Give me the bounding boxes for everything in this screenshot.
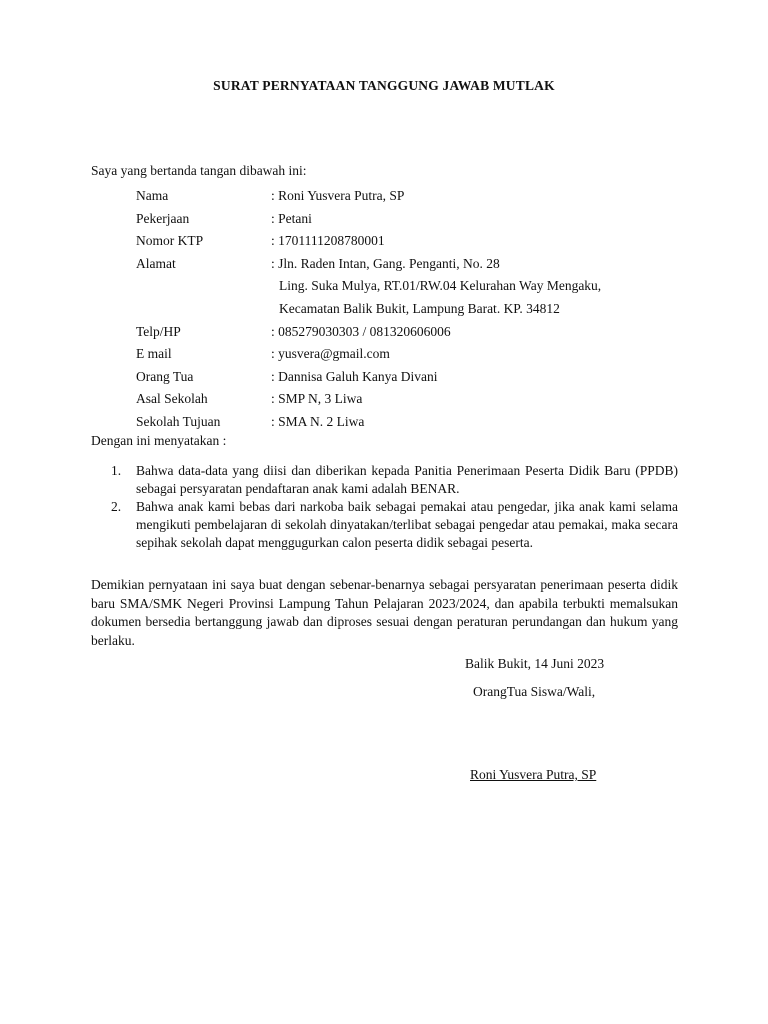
list-item [91,498,678,552]
field-row [136,253,696,276]
field-row [136,411,696,434]
closing-paragraph: Demikian pernyataan ini saya buat dengan sebenar-benarnya sebagai persyaratan penerimaan peserta didik baru SMA/SMK Negeri Provinsi Lampung Tahun Pelajaran 2023/2024, dan apabila terbukti memalsukan dokumen bersedia bertanggung jawab dan diproses sesuai dengan peraturan perundangan dan hukum yang berlaku. [91,577,678,648]
field-value: : 085279030303 / 081320606006 [271,323,451,339]
field-label: Asal Sekolah [136,391,208,407]
field-label: E mail [136,346,172,362]
list-item [91,462,678,498]
field-row [136,343,696,366]
field-row-continuation [136,275,696,298]
list-number: 1. [111,463,122,478]
intro-text: Saya yang bertanda tangan dibawah ini: [91,163,307,178]
field-value: : Jln. Raden Intan, Gang. Penganti, No. 28 [271,255,500,271]
list-text: Bahwa data-data yang diisi dan diberikan kepada Panitia Penerimaan Peserta Didik Baru (PPDB) sebagai persyaratan pendaftaran anak kami adalah BENAR. [136,463,678,496]
field-row [136,208,696,231]
place-date: Balik Bukit, 14 Juni 2023 [465,656,605,671]
field-label: Pekerjaan [136,210,190,226]
document-title: SURAT PERNYATAAN TANGGUNG JAWAB MUTLAK [213,78,555,93]
statement-list [91,462,678,552]
identity-fields [136,185,696,434]
field-label: Orang Tua [136,368,194,384]
field-value: : SMP N, 3 Liwa [271,391,363,407]
signer-role: OrangTua Siswa/Wali, [473,684,596,699]
field-value: Ling. Suka Mulya, RT.01/RW.04 Kelurahan Way Mengaku, [279,278,602,294]
field-value: : yusvera@gmail.com [271,346,390,362]
field-value: Kecamatan Balik Bukit, Lampung Barat. KP. 34812 [279,300,560,316]
list-number: 2. [111,499,122,514]
field-value: : Roni Yusvera Putra, SP [271,188,405,203]
field-value: : Dannisa Galuh Kanya Divani [271,368,438,384]
list-text: Bahwa anak kami bebas dari narkoba baik sebagai pemakai atau pengedar, jika anak kami selama mengikuti pembelajaran di sekolah dinyatakan/terlibat sebagai pengedar atau pemakai, maka secara sepihak sekolah dapat menggugurkan calon peserta didik sebagai peserta. [136,499,678,550]
field-row-continuation [136,298,696,321]
field-row [136,321,696,344]
field-row [136,388,696,411]
statement-intro: Dengan ini menyatakan : [91,433,227,448]
field-row [136,185,696,208]
field-label: Nomor KTP [136,233,204,249]
field-row [136,366,696,389]
field-value: : 1701111208780001 [271,233,385,249]
signer-name: Roni Yusvera Putra, SP [470,767,597,782]
field-value: : SMA N. 2 Liwa [271,413,365,429]
field-row [136,230,696,253]
field-label: Sekolah Tujuan [136,413,221,429]
field-value: : Petani [271,210,312,226]
field-label: Nama [136,188,169,203]
field-label: Alamat [136,255,176,271]
field-label: Telp/HP [136,323,181,339]
